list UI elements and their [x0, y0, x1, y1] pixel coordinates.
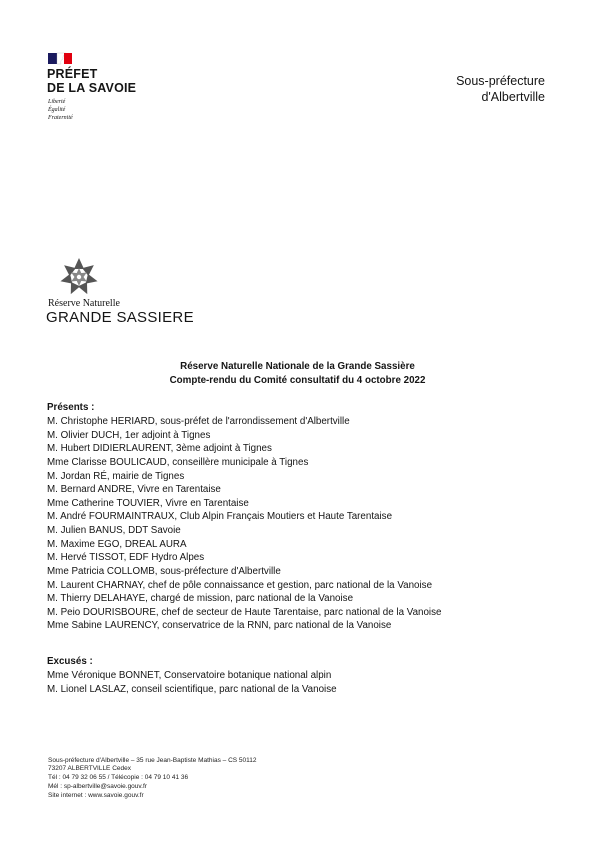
- presents-item: M. Hervé TISSOT, EDF Hydro Alpes: [47, 552, 205, 563]
- presents-heading: Présents :: [47, 402, 95, 413]
- presents-item: M. Hubert DIDIERLAURENT, 3ème adjoint à Tignes: [47, 443, 272, 454]
- presents-item: M. Maxime EGO, DREAL AURA: [47, 539, 187, 550]
- sub-prefecture-line1: Sous-préfecture: [456, 74, 545, 88]
- presents-item: M. Laurent CHARNAY, chef de pôle connaissance et gestion, parc national de la Vanoise: [47, 580, 433, 591]
- excuses-item: Mme Véronique BONNET, Conservatoire botanique national alpin: [47, 670, 332, 681]
- presents-item: M. Christophe HERIARD, sous-préfet de l'arrondissement d'Albertville: [47, 416, 350, 427]
- presents-item: M. Olivier DUCH, 1er adjoint à Tignes: [47, 430, 211, 441]
- presents-item: M. Bernard ANDRE, Vivre en Tarentaise: [47, 484, 221, 495]
- motto-liberte: Liberté: [48, 99, 66, 105]
- reserve-small-text: Réserve Naturelle: [48, 298, 120, 309]
- sub-prefecture-line2: d'Albertville: [481, 90, 545, 104]
- motto-egalite: Égalité: [48, 107, 66, 113]
- marianne-logo-icon: [48, 50, 72, 66]
- reserve-big-text: GRANDE SASSIERE: [46, 309, 194, 326]
- presents-item: M. André FOURMAINTRAUX, Club Alpin Français Moutiers et Haute Tarentaise: [47, 511, 393, 522]
- prefecture-name-line1: PRÉFET: [47, 67, 98, 81]
- excuses-heading: Excusés :: [47, 656, 93, 667]
- prefecture-name-line2: DE LA SAVOIE: [47, 81, 137, 95]
- presents-item: Mme Patricia COLLOMB, sous-préfecture d'Albertville: [47, 566, 281, 577]
- footer-email: Mél : sp-albertville@savoie.gouv.fr: [48, 783, 147, 790]
- motto-fraternite: Fraternité: [48, 115, 73, 121]
- presents-item: Mme Clarisse BOULICAUD, conseillère municipale à Tignes: [47, 457, 309, 468]
- star-flower-icon: [58, 257, 100, 297]
- presents-item: M. Peio DOURISBOURE, chef de secteur de Haute Tarentaise, parc national de la Vanoise: [47, 607, 442, 618]
- document-subtitle: Compte-rendu du Comité consultatif du 4 octobre 2022: [169, 375, 426, 386]
- footer-address: Sous-préfecture d'Albertville – 35 rue Jean-Baptiste Mathias – CS 50112: [48, 757, 257, 764]
- presents-item: Mme Catherine TOUVIER, Vivre en Tarentaise: [47, 498, 249, 509]
- presents-item: Mme Sabine LAURENCY, conservatrice de la RNN, parc national de la Vanoise: [47, 620, 392, 631]
- document-title: Réserve Naturelle Nationale de la Grande Sassière: [180, 361, 415, 372]
- presents-item: M. Jordan RÉ, mairie de Tignes: [47, 471, 185, 482]
- presents-item: M. Thierry DELAHAYE, chargé de mission, parc national de la Vanoise: [47, 593, 354, 604]
- footer-city: 73207 ALBERTVILLE Cedex: [48, 765, 131, 772]
- presents-item: M. Julien BANUS, DDT Savoie: [47, 525, 181, 536]
- footer-website: Site internet : www.savoie.gouv.fr: [48, 792, 144, 799]
- excuses-item: M. Lionel LASLAZ, conseil scientifique, parc national de la Vanoise: [47, 684, 337, 695]
- footer-phone: Tél : 04 79 32 06 55 / Télécopie : 04 79 10 41 36: [48, 774, 189, 781]
